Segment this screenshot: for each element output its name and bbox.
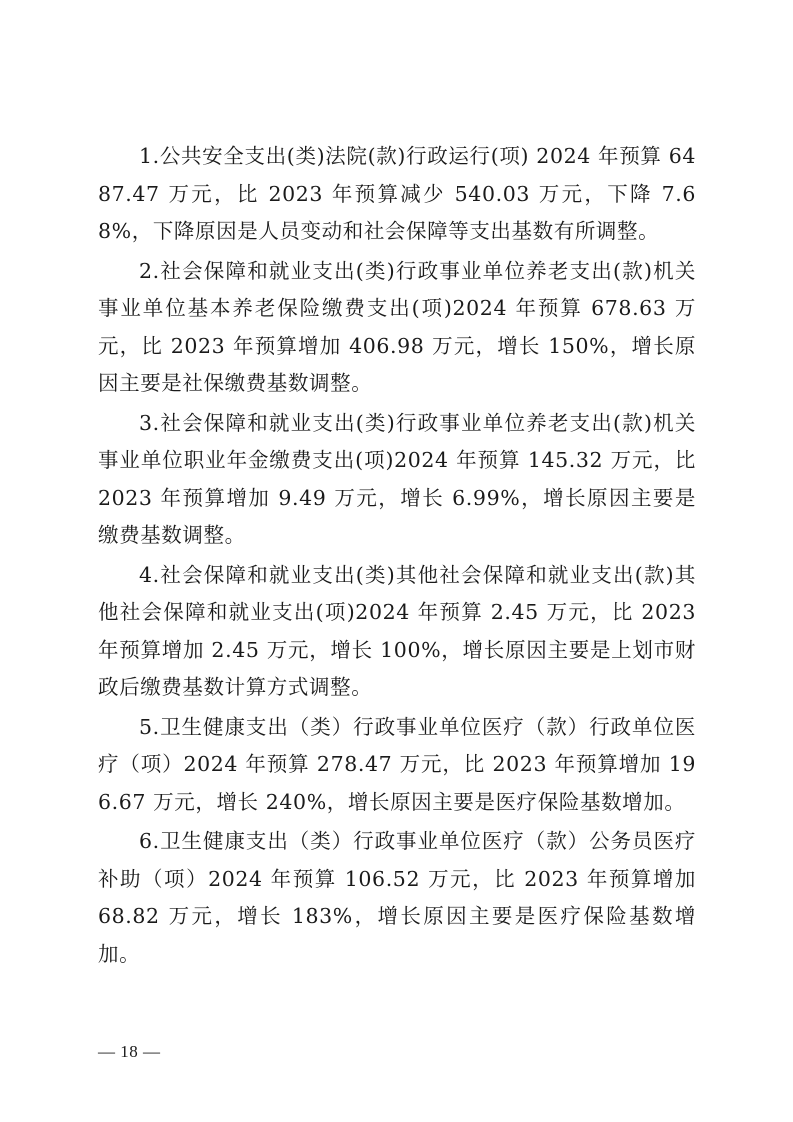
paragraph-4: 4.社会保障和就业支出(类)其他社会保障和就业支出(款)其他社会保障和就业支出(项)2024 年预算 2.45 万元，比 2023 年预算增加 2.45 万元，增长 100%，增长原因主要是上划市财政后缴费基数计算方式调整。: [98, 562, 696, 699]
body-text: [98, 138, 696, 975]
paragraph-5: 5.卫生健康支出（类）行政事业单位医疗（款）行政单位医疗（项）2024 年预算 278.47 万元，比 2023 年预算增加 196.67 万元，增长 240%，增长原因主要是医疗保险基数增加。: [98, 714, 696, 814]
paragraph-6: 6.卫生健康支出（类）行政事业单位医疗（款）公务员医疗补助（项）2024 年预算 106.52 万元，比 2023 年预算增加 68.82 万元，增长 183%，增长原因主要是医疗保险基数增加。: [98, 829, 696, 966]
paragraph-3: 3.社会保障和就业支出(类)行政事业单位养老支出(款)机关事业单位职业年金缴费支出(项)2024 年预算 145.32 万元，比 2023 年预算增加 9.49 万元，增长 6.99%，增长原因主要是缴费基数调整。: [98, 410, 696, 547]
paragraph-1: 1.公共安全支出(类)法院(款)行政运行(项) 2024 年预算 6487.47 万元，比 2023 年预算减少 540.03 万元，下降 7.68%，下降原因是人员变动和社会保障等支出基数有所调整。: [98, 144, 696, 243]
paragraph-2: 2.社会保障和就业支出(类)行政事业单位养老支出(款)机关事业单位基本养老保险缴费支出(项)2024 年预算 678.63 万元，比 2023 年预算增加 406.98 万元，增长 150%，增长原因主要是社保缴费基数调整。: [98, 258, 696, 395]
page-number: — 18 —: [98, 1042, 161, 1061]
